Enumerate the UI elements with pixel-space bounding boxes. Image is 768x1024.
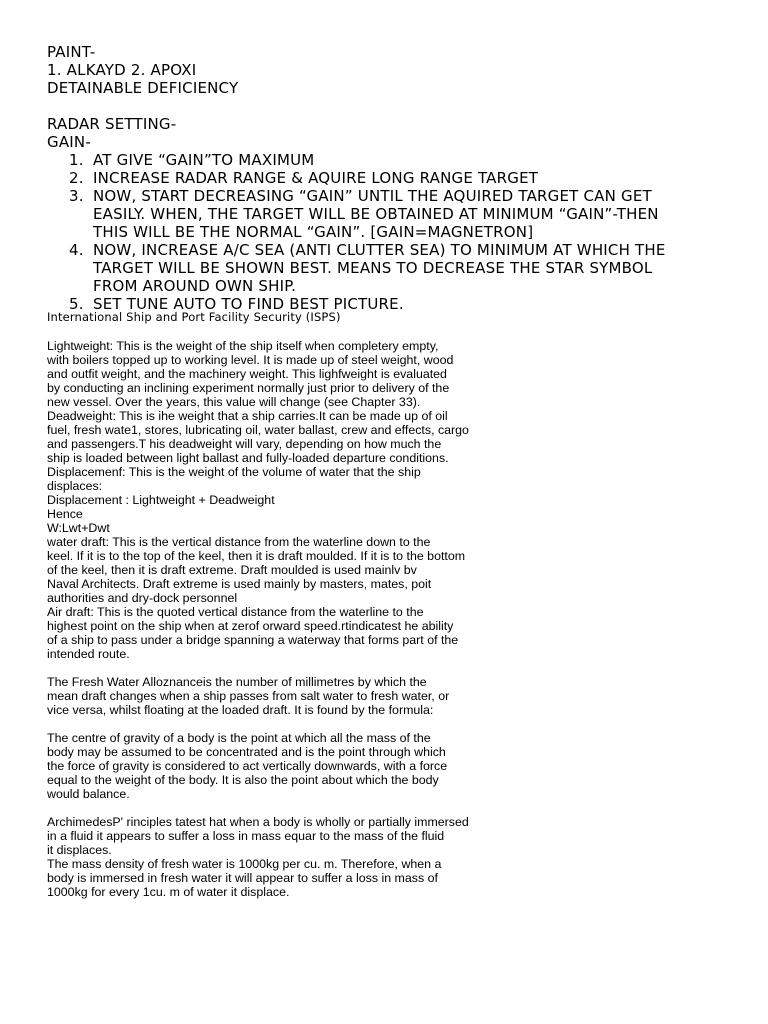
radar-section <box>47 115 666 313</box>
paragraph-line: Lightweight: This is the weight of the ship itself when completery empty, <box>47 339 439 353</box>
paragraph-line: with boilers topped up to working level. It is made up of steel weight, wood <box>47 353 454 367</box>
radar-step <box>47 169 666 187</box>
paragraph-line: body may be assumed to be concentrated and is the point through which <box>47 745 446 759</box>
paragraph-line: of a ship to pass under a bridge spanning a waterway that forms part of the <box>47 633 459 647</box>
paragraph-line: would balance. <box>47 787 130 801</box>
paragraph-line: Displacement : Lightweight + Deadweight <box>47 493 275 507</box>
step-line: INCREASE RADAR RANGE & AQUIRE LONG RANGE TARGET <box>93 169 539 187</box>
header-line: PAINT- <box>47 43 96 61</box>
paragraph-line: of the keel, then it is draft extreme. Draft moulded is used mainlv bv <box>47 563 417 577</box>
radar-subtitle: GAIN- <box>47 133 91 151</box>
paragraph <box>47 339 469 661</box>
paragraph-line: highest point on the ship when at zerof orward speed.rtindicatest he ability <box>47 619 454 633</box>
step-line: AT GIVE “GAIN”TO MAXIMUM <box>93 151 315 169</box>
paragraph-line: water draft: This is the vertical distance from the waterline down to the <box>47 535 431 549</box>
step-number: 4. <box>69 241 84 259</box>
paragraph-line: fuel, fresh wate1, stores, lubricating oil, water ballast, crew and effects, cargo <box>47 423 469 437</box>
paragraph-line: it displaces. <box>47 843 112 857</box>
step-line: EASILY. WHEN, THE TARGET WILL BE OBTAINED AT MINIMUM “GAIN”-THEN <box>93 205 659 223</box>
step-line: NOW, START DECREASING “GAIN” UNTIL THE AQUIRED TARGET CAN GET <box>93 187 652 205</box>
paragraph-line: Hence <box>47 507 83 521</box>
step-line: THIS WILL BE THE NORMAL “GAIN”. [GAIN=MAGNETRON] <box>93 223 534 241</box>
paragraph-line: The centre of gravity of a body is the point at which all the mass of the <box>47 731 431 745</box>
paragraph-line: authorities and dry-dock personnel <box>47 591 238 605</box>
paragraph-line: the force of gravity is considered to act vertically downwards, with a force <box>47 759 448 773</box>
paragraph-line: ship is loaded between light ballast and fully-loaded departure conditions. <box>47 451 449 465</box>
paragraph-line: Naval Architects. Draft extreme is used mainly by masters, mates, poit <box>47 577 432 591</box>
radar-title: RADAR SETTING- <box>47 115 177 133</box>
paragraph-line: The Fresh Water Alloznanceis the number of millimetres by which the <box>47 675 427 689</box>
paragraph-line: body is immersed in fresh water it will appear to suffer a loss in mass of <box>47 871 438 885</box>
paragraph-line: and passengers.T his deadweight will vary, depending on how much the <box>47 437 442 451</box>
paragraph <box>47 675 469 717</box>
paragraph-line: ArchimedesP' rinciples tatest hat when a body is wholly or partially immersed <box>47 815 469 829</box>
body-text <box>47 339 469 913</box>
paragraph-line: new vessel. Over the years, this value will change (see Chapter 33). <box>47 395 421 409</box>
paragraph-line: in a fluid it appears to suffer a loss in mass equar to the mass of the fluid <box>47 829 445 843</box>
paragraph <box>47 731 469 801</box>
step-line: NOW, INCREASE A/C SEA (ANTI CLUTTER SEA) TO MINIMUM AT WHICH THE <box>93 241 666 259</box>
step-number: 3. <box>69 187 84 205</box>
step-number: 2. <box>69 169 84 187</box>
radar-step <box>47 187 666 241</box>
radar-steps-list <box>47 151 666 313</box>
paragraph-line: mean draft changes when a ship passes from salt water to fresh water, or <box>47 689 450 703</box>
header-line: DETAINABLE DEFICIENCY <box>47 79 239 97</box>
paint-section <box>47 43 238 97</box>
paragraph-line: vice versa, whilst floating at the loaded draft. It is found by the formula: <box>47 703 434 717</box>
paragraph-line: The mass density of fresh water is 1000kg per cu. m. Therefore, when a <box>47 857 442 871</box>
paragraph-line: Air draft: This is the quoted vertical distance from the waterline to the <box>47 605 424 619</box>
paragraph-line: Deadweight: This is ihe weight that a ship carries.It can be made up of oil <box>47 409 448 423</box>
header-line: 1. ALKAYD 2. APOXI <box>47 61 197 79</box>
step-line: FROM AROUND OWN SHIP. <box>93 277 297 295</box>
paragraph-line: and outfit weight, and the machinery weight. This lighfweight is evaluated <box>47 367 447 381</box>
paragraph-line: displaces: <box>47 479 103 493</box>
paragraph-line: W:Lwt+Dwt <box>47 521 110 535</box>
paragraph-line: equal to the weight of the body. It is also the point about which the body <box>47 773 439 787</box>
radar-step <box>47 241 666 295</box>
paragraph <box>47 815 469 899</box>
paragraph-line: intended route. <box>47 647 130 661</box>
paragraph-line: 1000kg for every 1cu. m of water it displace. <box>47 885 290 899</box>
paragraph-line: Displacemenf: This is the weight of the volume of water that the ship <box>47 465 421 479</box>
step-line: SET TUNE AUTO TO FIND BEST PICTURE. <box>93 295 404 313</box>
step-number: 5. <box>69 295 84 313</box>
paragraph-line: keel. If it is to the top of the keel, then it is draft moulded. If it is to the bottom <box>47 549 466 563</box>
isps-heading: International Ship and Port Facility Security (ISPS) <box>47 310 341 324</box>
step-number: 1. <box>69 151 84 169</box>
paragraph-line: by conducting an inclining experiment normally just prior to delivery of the <box>47 381 450 395</box>
step-line: TARGET WILL BE SHOWN BEST. MEANS TO DECREASE THE STAR SYMBOL <box>93 259 653 277</box>
radar-step <box>47 151 666 169</box>
